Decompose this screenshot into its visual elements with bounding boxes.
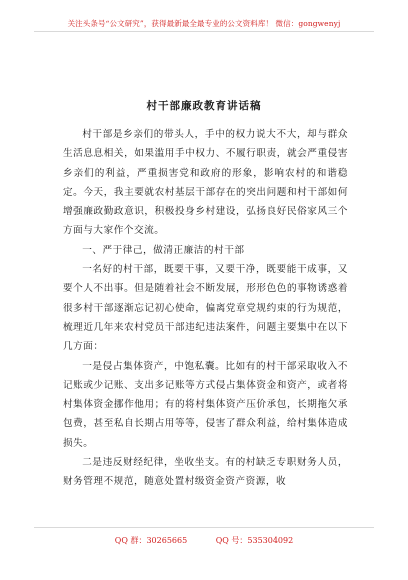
footer-qq-group: QQ 群：30265665 xyxy=(114,536,188,545)
section-heading-1: 一、严于律己，做清正廉洁的村干部 xyxy=(82,244,245,256)
header-divider xyxy=(34,31,374,32)
paragraph-4: 二是违反财经纪律，坐收坐支。有的村缺乏专职财务人员，财务管理不规范，随意处置村级资金资产资源，收 xyxy=(63,457,348,488)
footer-contact xyxy=(0,535,408,546)
paragraph-intro: 村干部是乡亲们的带头人，手中的权力说大不大，却与群众生活息息相关，如果滥用手中权力、不履行职责，就会严重侵害乡亲们的利益，严重损害党和政府的形象，影响农村的和谐稳定。今天，我主要就农村基层干部存在的突出问题和村干部如何增强廉政勤政意识，积极投身乡村建设，弘扬良好民俗家风三个方面与大家作个交流。 xyxy=(63,129,348,237)
paragraph-3: 一是侵占集体资产，中饱私囊。比如有的村干部采取收入不记账或少记账、支出多记账等方式侵占集体资金和资产，或者将村集体资金挪作他用；有的将村集体资产压价承包，长期拖欠承包费，甚至私自长期占用等等，侵害了群众利益，给村集体造成损失。 xyxy=(63,360,348,449)
header-promo-note: 关注头条号“公文研究”，获得最新最全最专业的公文资料库！ 微信：gongwenyj xyxy=(67,19,341,28)
footer-divider xyxy=(34,527,374,528)
document-body xyxy=(63,125,348,492)
document-title: 村干部廉政教育讲话稿 xyxy=(146,100,262,112)
paragraph-2: 一名好的村干部，既要干事，又要干净，既要能干成事，又要个人不出事。但是随着社会不断发展，形形色色的事物诱惑着很多村干部逐渐忘记初心使命，偏离党章党规约束的行为规范，梳理近几年来农村党员干部违纪违法案件，问题主要集中在以下几方面： xyxy=(63,264,348,353)
footer-qq-number: QQ 号：535304092 xyxy=(215,536,294,545)
